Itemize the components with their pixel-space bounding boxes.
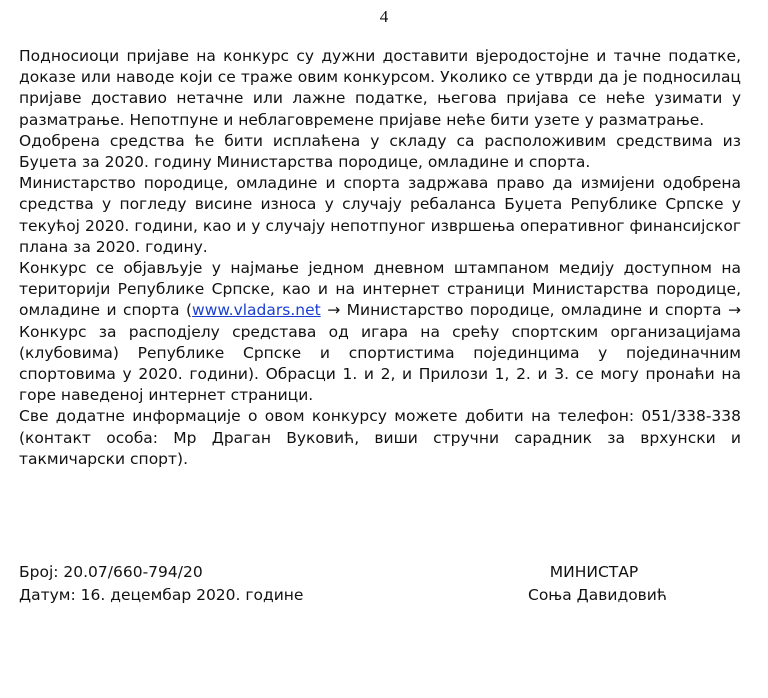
- paragraph-contact: Све додатне информације о овом конкурсу можете добити на телефон: 051/338-338 (контакт особа: Мр Драган Вуковић, виши стручни сарадник за врхунски и такмичарски спорт).: [19, 407, 741, 468]
- arrow-right-icon: →: [327, 301, 341, 320]
- page-number: 4: [379, 7, 389, 26]
- signature-block: [528, 561, 667, 607]
- signatory-name: Соња Давидовић: [528, 586, 667, 604]
- arrow-right-icon: →: [728, 301, 742, 320]
- paragraph-publication: [19, 258, 741, 406]
- reference-number: Број: 20.07/660-794/20: [19, 563, 203, 581]
- reference-date: Датум: 16. децембар 2020. године: [19, 586, 304, 604]
- publication-text-end: Конкурс за расподјелу средстава од игара на срећу спортским организацијама (клубовима) Републике Српске и спортистима појединцима у појединачним спортовима у 2020. години). Обрасци 1. и 2, и Прилози 1, 2. и 3. се могу пронаћи на горе наведеној интернет страници.: [19, 322, 741, 405]
- vladars-link[interactable]: www.vladars.net: [192, 301, 321, 320]
- publication-ministry-text: Министарство породице, омладине и спорта: [340, 301, 729, 320]
- publication-text-start: Конкурс се објављује у најмање једном дневном штампаном медију доступном на територији Републике Српске, као и на интернет страници Министарства породице, омладине и спорта (: [19, 259, 741, 320]
- paragraph-payment: Одобрена средства ће бити исплаћена у складу са расположивим средствима из Буџета за 2020. годину Министарства породице, омладине и спорта.: [19, 131, 741, 172]
- paragraph-rights: Министарство породице, омладине и спорта задржава право да измијени одобрена средства у погледу висине износа у случају ребаланса Буџета Републике Српске у текућој 2020. години, као и у случају непотпуног извршења оперативног финансијског плана за 2020. годину.: [19, 174, 741, 256]
- document-reference: [19, 561, 303, 607]
- paragraph-submission-rules: Подносиоци пријаве на конкурс су дужни доставити вјеродостојне и тачне податке, доказе или наводе који се траже овим конкурсом. Уколико се утврди да је подносилац пријаве доставио нетачне или лажне податке, његова пријава се неће узимати у разматрање. Непотпуне и неблаговремене пријаве неће бити узете у разматрање.: [19, 47, 741, 129]
- document-body: [19, 46, 741, 470]
- publication-text-middle: [321, 301, 741, 319]
- signatory-title: МИНИСТАР: [549, 563, 639, 581]
